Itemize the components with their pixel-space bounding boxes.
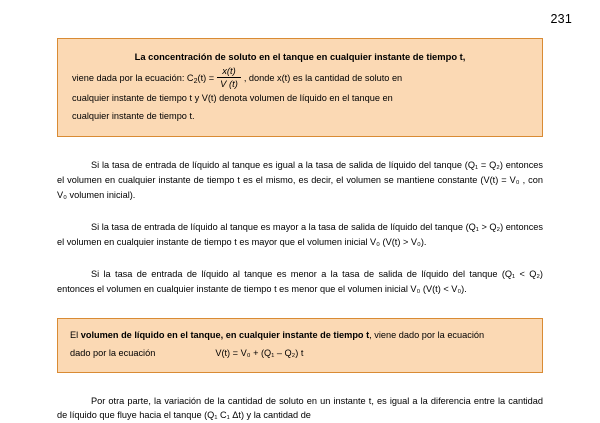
page-content [57, 38, 543, 423]
callout-volume [57, 318, 543, 373]
page-number: 231 [550, 12, 572, 26]
callout-concentration-line2-sub: 2 [193, 77, 198, 86]
spacer-4 [57, 297, 543, 318]
callout-volume-lead: dado por la ecuación [70, 347, 156, 358]
callout-concentration [57, 38, 543, 137]
paragraph-equal-rates: Si la tasa de entrada de líquido al tanque es igual a la tasa de salida de líquido del tanque (Q₁ = Q₂) entonces el volumen en cualquier instante de tiempo t es el mismo, es decir, el volumen se mantiene constante (V(t) = V₀ , con V₀ volumen inicial). [57, 160, 543, 201]
callout-concentration-line4: cualquier instante de tiempo t. [72, 111, 195, 122]
spacer-3 [57, 250, 543, 267]
fraction-denominator: V (t) [217, 77, 241, 89]
callout-volume-text-post: , viene dado por la ecuación [369, 329, 485, 340]
spacer-2 [57, 203, 543, 220]
callout-concentration-line3: cualquier instante de tiempo t y V(t) denota volumen de líquido en el tanque en [72, 93, 393, 104]
callout-volume-line2 [70, 345, 530, 363]
callout-concentration-title: La concentración de soluto en el tanque en cualquier instante de tiempo t, [134, 51, 466, 62]
callout-volume-line1 [70, 327, 530, 345]
paragraph-lesser-rate: Si la tasa de entrada de líquido al tanque es menor a la tasa de salida de líquido del tanque (Q₁ < Q₂) entonces el volumen en cualquier instante de tiempo t es menor que el volumen inicial V₀ (V(t) < V₀). [57, 268, 543, 294]
callout-concentration-line2-b: (t) = [197, 72, 215, 83]
paragraph-greater-rate: Si la tasa de entrada de líquido al tanque es mayor a la tasa de salida de líquido del tanque (Q₁ > Q₂) entonces el volumen en cualquier instante de tiempo t es mayor que el volumen inicial V₀ (V(t) > V₀). [57, 222, 543, 247]
callout-concentration-line2-a: viene dada por la ecuación: C [72, 72, 194, 83]
spacer-1 [57, 137, 543, 158]
spacer-5 [57, 373, 543, 394]
fraction-numerator: x(t) [222, 65, 236, 77]
callout-volume-text-bold: volumen de líquido en el tanque, en cualquier instante de tiempo t [80, 329, 370, 340]
callout-volume-equation: V(t) = V₀ + (Q₁ – Q₂) t [215, 347, 304, 358]
callout-concentration-line2-c: , donde x(t) es la cantidad de soluto en [243, 72, 403, 83]
callout-volume-text-pre: El [70, 329, 81, 340]
paragraph-final: Por otra parte, la variación de la cantidad de soluto en un instante t, es igual a la diferencia entre la cantidad de líquido que fluye hacia el tanque (Q₁ C₁ Δt) y la cantidad de [57, 395, 543, 421]
fraction-x-over-v [217, 66, 241, 89]
